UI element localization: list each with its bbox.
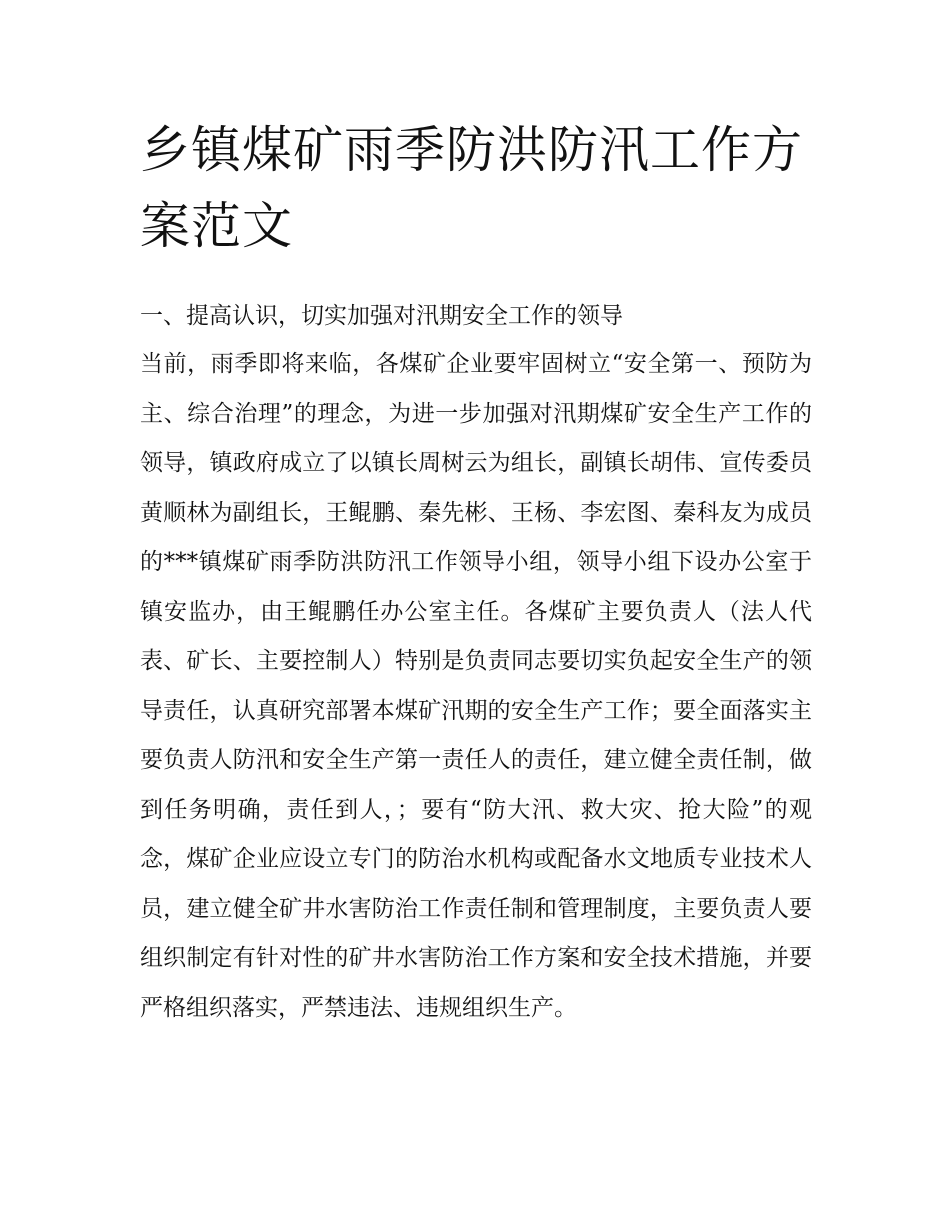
section-heading: 一、提高认识，切实加强对汛期安全工作的领导	[140, 303, 623, 329]
document-page	[140, 112, 812, 1033]
document-title: 乡镇煤矿雨季防洪防汛工作方案范文	[140, 121, 803, 255]
body-paragraph: 当前，雨季即将来临，各煤矿企业要牢固树立“安全第一、预防为主、综合治理”的理念，为进一步加强对汛期煤矿安全生产工作的领导，镇政府成立了以镇长周树云为组长，副镇长胡伟、宣传委员黄顺林为副组长，王鲲鹏、秦先彬、王杨、李宏图、秦科友为成员的***镇煤矿雨季防洪防汛工作领导小组，领导小组下设办公室于镇安监办，由王鲲鹏任办公室主任。各煤矿主要负责人（法人代表、矿长、主要控制人）特别是负责同志要切实负起安全生产的领导责任，认真研究部署本煤矿汛期的安全生产工作；要全面落实主要负责人防汛和安全生产第一责任人的责任，建立健全责任制，做到任务明确，责任到人，；要有“防大汛、救大灾、抢大险”的观念，煤矿企业应设立专门的防治水机构或配备水文地质专业技术人员，建立健全矿井水害防治工作责任制和管理制度，主要负责人要组织制定有针对性的矿井水害防治工作方案和安全技术措施，并要严格组织落实，严禁违法、违规组织生产。	[140, 351, 812, 1021]
